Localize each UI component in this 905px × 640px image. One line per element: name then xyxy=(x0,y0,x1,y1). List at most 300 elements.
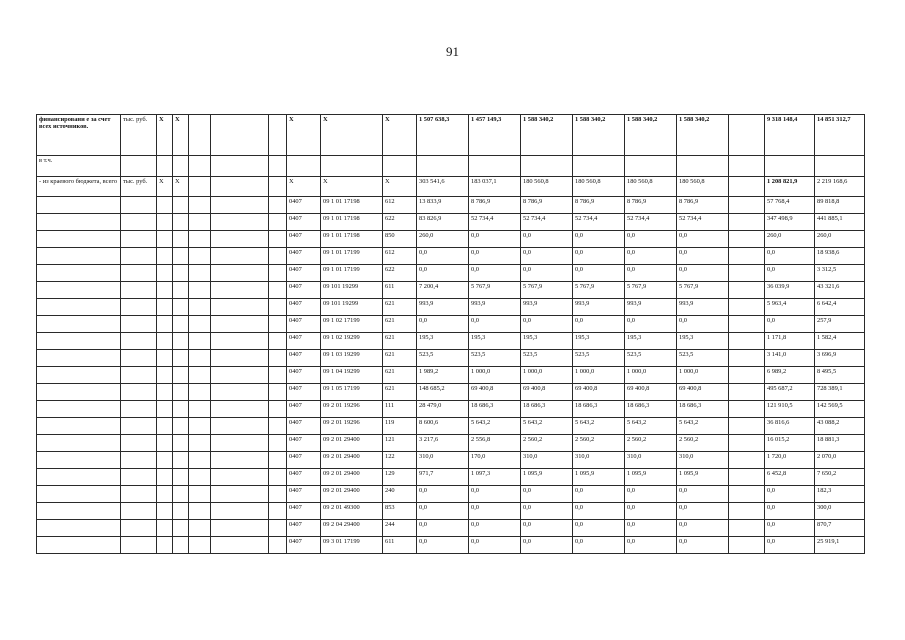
value-cell: 1 095,9 xyxy=(573,469,625,486)
target-code-cell: 09 101 19299 xyxy=(321,282,383,299)
x-cell: X xyxy=(287,177,321,197)
value-cell: 993,9 xyxy=(625,299,677,316)
empty-cell xyxy=(37,197,121,214)
target-code-cell: 09 1 01 17198 xyxy=(321,231,383,248)
value-cell: 0,0 xyxy=(469,503,521,520)
empty-cell xyxy=(173,384,189,401)
value-cell: 195,3 xyxy=(469,333,521,350)
table-row xyxy=(37,401,865,418)
value-cell: 1 989,2 xyxy=(417,367,469,384)
table-row xyxy=(37,299,865,316)
section-code-cell: 0407 xyxy=(287,231,321,248)
value-cell: 1 588 340,2 xyxy=(573,115,625,156)
value-cell: 25 919,1 xyxy=(815,537,865,554)
empty-cell xyxy=(189,316,211,333)
empty-cell xyxy=(211,333,269,350)
value-cell: 5 767,9 xyxy=(469,282,521,299)
empty-cell xyxy=(173,486,189,503)
value-cell: 0,0 xyxy=(625,486,677,503)
value-cell: 18 686,3 xyxy=(625,401,677,418)
empty-cell xyxy=(189,265,211,282)
empty-cell xyxy=(189,418,211,435)
value-cell: 0,0 xyxy=(625,537,677,554)
value-cell: 5 643,2 xyxy=(469,418,521,435)
value-cell: 2 070,0 xyxy=(815,452,865,469)
empty-cell xyxy=(37,350,121,367)
value-cell: 5 643,2 xyxy=(625,418,677,435)
empty-cell xyxy=(189,384,211,401)
empty-cell xyxy=(269,115,287,156)
value-cell: 0,0 xyxy=(677,520,729,537)
value-cell: 260,0 xyxy=(417,231,469,248)
section-code-cell: 0407 xyxy=(287,299,321,316)
empty-cell xyxy=(211,248,269,265)
value-cell: 1 588 340,2 xyxy=(521,115,573,156)
table-row xyxy=(37,469,865,486)
value-cell: 523,5 xyxy=(469,350,521,367)
total-financing-row xyxy=(37,115,865,156)
value-cell: 69 400,8 xyxy=(469,384,521,401)
x-cell: X xyxy=(157,177,173,197)
empty-cell xyxy=(157,214,173,231)
empty-cell xyxy=(37,401,121,418)
section-code-cell: 0407 xyxy=(287,486,321,503)
empty-cell xyxy=(211,350,269,367)
empty-cell xyxy=(269,214,287,231)
empty-cell xyxy=(157,350,173,367)
value-cell: 523,5 xyxy=(625,350,677,367)
value-cell: 993,9 xyxy=(469,299,521,316)
target-code-cell: 09 2 01 29400 xyxy=(321,469,383,486)
section-code-cell: 0407 xyxy=(287,265,321,282)
empty-cell xyxy=(729,503,765,520)
empty-cell xyxy=(211,503,269,520)
value-cell: 69 400,8 xyxy=(625,384,677,401)
empty-cell xyxy=(269,299,287,316)
value-cell: 310,0 xyxy=(417,452,469,469)
value-cell: 0,0 xyxy=(573,520,625,537)
target-code-cell: 09 1 01 17198 xyxy=(321,197,383,214)
empty-cell xyxy=(211,214,269,231)
empty-cell xyxy=(121,316,157,333)
x-cell: X xyxy=(173,177,189,197)
value-cell: 0,0 xyxy=(677,503,729,520)
value-cell: 5 963,4 xyxy=(765,299,815,316)
value-cell: 0,0 xyxy=(521,486,573,503)
empty-cell xyxy=(189,197,211,214)
value-cell: 993,9 xyxy=(417,299,469,316)
value-cell: 5 767,9 xyxy=(625,282,677,299)
empty-cell xyxy=(729,316,765,333)
empty-cell xyxy=(37,452,121,469)
value-cell: 0,0 xyxy=(521,520,573,537)
value-cell: 83 826,9 xyxy=(417,214,469,231)
empty-cell xyxy=(211,520,269,537)
expense-type-cell: 622 xyxy=(383,265,417,282)
empty-cell xyxy=(211,418,269,435)
empty-cell xyxy=(121,503,157,520)
value-cell: 1 588 340,2 xyxy=(625,115,677,156)
table-row xyxy=(37,265,865,282)
empty-cell xyxy=(37,486,121,503)
empty-cell xyxy=(173,282,189,299)
empty-cell xyxy=(729,248,765,265)
expense-type-cell: 111 xyxy=(383,401,417,418)
row-label: финансировани е за счет всех источников. xyxy=(37,115,121,156)
empty-cell xyxy=(189,299,211,316)
section-code-cell: 0407 xyxy=(287,452,321,469)
value-cell: 0,0 xyxy=(573,265,625,282)
empty-cell xyxy=(729,197,765,214)
empty-cell xyxy=(729,537,765,554)
empty-cell xyxy=(189,282,211,299)
empty-cell xyxy=(173,265,189,282)
row-label: - из краевого бюджета, всего xyxy=(37,177,121,197)
empty-cell xyxy=(157,367,173,384)
value-cell: 0,0 xyxy=(765,486,815,503)
table-row xyxy=(37,367,865,384)
empty-cell xyxy=(211,469,269,486)
value-cell: 0,0 xyxy=(765,503,815,520)
empty-cell xyxy=(121,537,157,554)
empty-cell xyxy=(269,333,287,350)
value-cell: 0,0 xyxy=(765,520,815,537)
value-cell: 18 881,3 xyxy=(815,435,865,452)
empty-cell xyxy=(729,214,765,231)
value-cell: 0,0 xyxy=(625,503,677,520)
empty-cell xyxy=(157,384,173,401)
empty-cell xyxy=(157,435,173,452)
value-cell: 1 095,9 xyxy=(677,469,729,486)
empty-cell xyxy=(729,384,765,401)
value-cell: 5 767,9 xyxy=(677,282,729,299)
value-cell: 3 312,5 xyxy=(815,265,865,282)
target-code-cell: 09 2 01 29400 xyxy=(321,435,383,452)
empty-cell xyxy=(269,384,287,401)
empty-cell xyxy=(121,520,157,537)
value-cell: 0,0 xyxy=(469,248,521,265)
empty-cell xyxy=(211,177,269,197)
value-cell: 0,0 xyxy=(573,537,625,554)
empty-cell xyxy=(189,520,211,537)
empty-cell xyxy=(269,435,287,452)
value-cell: 0,0 xyxy=(677,537,729,554)
empty-cell xyxy=(157,333,173,350)
empty-cell xyxy=(157,197,173,214)
empty-cell xyxy=(121,367,157,384)
target-code-cell: 09 1 01 17199 xyxy=(321,248,383,265)
empty-cell xyxy=(121,401,157,418)
x-cell: X xyxy=(321,177,383,197)
value-cell: 728 389,1 xyxy=(815,384,865,401)
value-cell: 121 910,5 xyxy=(765,401,815,418)
value-cell: 1 582,4 xyxy=(815,333,865,350)
table-row xyxy=(37,384,865,401)
empty-cell xyxy=(729,282,765,299)
empty-cell xyxy=(37,214,121,231)
value-cell: 1 000,0 xyxy=(573,367,625,384)
value-cell: 5 767,9 xyxy=(573,282,625,299)
empty-cell xyxy=(173,401,189,418)
value-cell: 1 000,0 xyxy=(677,367,729,384)
value-cell: 0,0 xyxy=(521,503,573,520)
empty-cell xyxy=(37,299,121,316)
empty-cell xyxy=(211,537,269,554)
value-cell: 1 095,9 xyxy=(625,469,677,486)
empty-cell xyxy=(189,231,211,248)
empty-cell xyxy=(157,401,173,418)
expense-type-cell: 129 xyxy=(383,469,417,486)
empty-cell xyxy=(157,282,173,299)
value-cell: 5 767,9 xyxy=(521,282,573,299)
empty-cell xyxy=(157,520,173,537)
empty-cell xyxy=(121,486,157,503)
empty-cell xyxy=(157,452,173,469)
section-code-cell: 0407 xyxy=(287,520,321,537)
target-code-cell: 09 101 19299 xyxy=(321,299,383,316)
empty-cell xyxy=(157,537,173,554)
section-code-cell: 0407 xyxy=(287,214,321,231)
section-code-cell: 0407 xyxy=(287,197,321,214)
empty-cell xyxy=(157,299,173,316)
value-cell: 13 833,9 xyxy=(417,197,469,214)
empty-cell xyxy=(729,333,765,350)
value-cell: 5 643,2 xyxy=(573,418,625,435)
value-cell: 1 720,0 xyxy=(765,452,815,469)
value-cell: 0,0 xyxy=(625,520,677,537)
value-cell: 57 768,4 xyxy=(765,197,815,214)
value-cell: 1 171,8 xyxy=(765,333,815,350)
empty-cell xyxy=(121,214,157,231)
target-code-cell: 09 2 01 29400 xyxy=(321,486,383,503)
value-cell: 2 560,2 xyxy=(573,435,625,452)
value-cell: 52 734,4 xyxy=(469,214,521,231)
value-cell: 0,0 xyxy=(765,316,815,333)
value-cell: 0,0 xyxy=(521,316,573,333)
value-cell: 142 569,5 xyxy=(815,401,865,418)
empty-cell xyxy=(37,435,121,452)
empty-cell xyxy=(189,435,211,452)
value-cell: 8 495,5 xyxy=(815,367,865,384)
target-code-cell: 09 1 02 19299 xyxy=(321,333,383,350)
empty-cell xyxy=(37,469,121,486)
empty-cell xyxy=(211,435,269,452)
value-cell: 0,0 xyxy=(469,231,521,248)
expense-type-cell: 119 xyxy=(383,418,417,435)
empty-cell xyxy=(189,367,211,384)
value-cell: 257,9 xyxy=(815,316,865,333)
expense-type-cell: 621 xyxy=(383,350,417,367)
empty-cell xyxy=(121,231,157,248)
value-cell: 170,0 xyxy=(469,452,521,469)
value-cell: 993,9 xyxy=(573,299,625,316)
value-cell: 18 686,3 xyxy=(573,401,625,418)
value-cell: 0,0 xyxy=(469,537,521,554)
value-cell: 1 208 821,9 xyxy=(765,177,815,197)
empty-cell xyxy=(189,503,211,520)
empty-cell xyxy=(173,231,189,248)
empty-cell xyxy=(121,452,157,469)
empty-cell xyxy=(269,469,287,486)
x-cell: X xyxy=(383,177,417,197)
empty-cell xyxy=(37,384,121,401)
value-cell: 310,0 xyxy=(573,452,625,469)
empty-cell xyxy=(211,265,269,282)
empty-cell xyxy=(269,537,287,554)
target-code-cell: 09 2 04 29400 xyxy=(321,520,383,537)
value-cell: 52 734,4 xyxy=(677,214,729,231)
section-code-cell: 0407 xyxy=(287,418,321,435)
value-cell: 0,0 xyxy=(417,316,469,333)
value-cell: 8 786,9 xyxy=(573,197,625,214)
value-cell: 0,0 xyxy=(573,248,625,265)
value-cell: 0,0 xyxy=(573,316,625,333)
value-cell: 260,0 xyxy=(815,231,865,248)
section-code-cell: 0407 xyxy=(287,537,321,554)
value-cell: 0,0 xyxy=(521,537,573,554)
empty-cell xyxy=(269,452,287,469)
empty-cell xyxy=(729,299,765,316)
empty-cell xyxy=(729,265,765,282)
empty-cell xyxy=(157,248,173,265)
empty-cell xyxy=(269,197,287,214)
empty-cell xyxy=(157,265,173,282)
target-code-cell: 09 2 01 49300 xyxy=(321,503,383,520)
value-cell: 18 938,6 xyxy=(815,248,865,265)
value-cell: 36 039,9 xyxy=(765,282,815,299)
empty-cell xyxy=(37,418,121,435)
empty-cell xyxy=(729,435,765,452)
section-code-cell: 0407 xyxy=(287,367,321,384)
target-code-cell: 09 3 01 17199 xyxy=(321,537,383,554)
value-cell: 1 457 149,3 xyxy=(469,115,521,156)
empty-cell xyxy=(729,231,765,248)
value-cell: 0,0 xyxy=(521,265,573,282)
value-cell: 1 000,0 xyxy=(521,367,573,384)
value-cell: 0,0 xyxy=(625,265,677,282)
empty-cell xyxy=(269,367,287,384)
value-cell: 2 560,2 xyxy=(521,435,573,452)
expense-type-cell: 622 xyxy=(383,214,417,231)
value-cell: 2 560,2 xyxy=(677,435,729,452)
empty-cell xyxy=(729,115,765,156)
value-cell: 0,0 xyxy=(521,248,573,265)
empty-cell xyxy=(211,367,269,384)
empty-cell xyxy=(269,520,287,537)
target-code-cell: 09 1 03 19299 xyxy=(321,350,383,367)
empty-cell xyxy=(189,486,211,503)
expense-type-cell: 621 xyxy=(383,367,417,384)
empty-cell xyxy=(211,231,269,248)
empty-cell xyxy=(269,316,287,333)
value-cell: 8 786,9 xyxy=(677,197,729,214)
empty-cell xyxy=(729,401,765,418)
expense-type-cell: 621 xyxy=(383,299,417,316)
empty-cell xyxy=(173,367,189,384)
table-row xyxy=(37,452,865,469)
value-cell: 310,0 xyxy=(677,452,729,469)
budget-table xyxy=(36,114,865,554)
value-cell: 28 479,0 xyxy=(417,401,469,418)
regional-budget-row xyxy=(37,177,865,197)
value-cell: 0,0 xyxy=(625,231,677,248)
empty-cell xyxy=(269,177,287,197)
value-cell: 2 556,8 xyxy=(469,435,521,452)
value-cell: 89 818,8 xyxy=(815,197,865,214)
unit-cell: тыс. руб. xyxy=(121,177,157,197)
value-cell: 0,0 xyxy=(469,520,521,537)
empty-cell xyxy=(37,503,121,520)
value-cell: 0,0 xyxy=(417,248,469,265)
value-cell: 0,0 xyxy=(417,537,469,554)
value-cell: 347 498,9 xyxy=(765,214,815,231)
empty-cell xyxy=(729,177,765,197)
section-code-cell: 0407 xyxy=(287,401,321,418)
table-row xyxy=(37,316,865,333)
value-cell: 0,0 xyxy=(469,486,521,503)
value-cell: 495 687,2 xyxy=(765,384,815,401)
section-code-cell: 0407 xyxy=(287,333,321,350)
empty-cell xyxy=(37,316,121,333)
table-row xyxy=(37,418,865,435)
empty-cell xyxy=(211,282,269,299)
value-cell: 43 088,2 xyxy=(815,418,865,435)
value-cell: 52 734,4 xyxy=(573,214,625,231)
empty-cell xyxy=(121,418,157,435)
value-cell: 0,0 xyxy=(417,503,469,520)
empty-cell xyxy=(729,520,765,537)
empty-cell xyxy=(729,486,765,503)
value-cell: 180 560,8 xyxy=(625,177,677,197)
empty-cell xyxy=(189,214,211,231)
detail-rows xyxy=(37,197,865,554)
value-cell: 0,0 xyxy=(625,248,677,265)
x-cell: X xyxy=(287,115,321,156)
value-cell: 69 400,8 xyxy=(573,384,625,401)
empty-cell xyxy=(189,115,211,156)
value-cell: 180 560,8 xyxy=(521,177,573,197)
empty-cell xyxy=(173,316,189,333)
section-code-cell: 0407 xyxy=(287,316,321,333)
expense-type-cell: 853 xyxy=(383,503,417,520)
empty-cell xyxy=(157,231,173,248)
empty-cell xyxy=(121,435,157,452)
value-cell: 195,3 xyxy=(625,333,677,350)
table-row xyxy=(37,350,865,367)
table-row xyxy=(37,214,865,231)
value-cell: 310,0 xyxy=(625,452,677,469)
x-cell: X xyxy=(173,115,189,156)
value-cell: 2 219 168,6 xyxy=(815,177,865,197)
target-code-cell: 09 2 01 19296 xyxy=(321,418,383,435)
section-code-cell: 0407 xyxy=(287,384,321,401)
value-cell: 0,0 xyxy=(573,503,625,520)
target-code-cell: 09 2 01 19296 xyxy=(321,401,383,418)
value-cell: 0,0 xyxy=(625,316,677,333)
value-cell: 8 786,9 xyxy=(521,197,573,214)
empty-cell xyxy=(269,265,287,282)
value-cell: 870,7 xyxy=(815,520,865,537)
value-cell: 182,3 xyxy=(815,486,865,503)
empty-cell xyxy=(211,486,269,503)
value-cell: 148 685,2 xyxy=(417,384,469,401)
table-row xyxy=(37,537,865,554)
table-row xyxy=(37,486,865,503)
value-cell: 971,7 xyxy=(417,469,469,486)
empty-cell xyxy=(189,333,211,350)
value-cell: 0,0 xyxy=(765,265,815,282)
value-cell: 523,5 xyxy=(677,350,729,367)
